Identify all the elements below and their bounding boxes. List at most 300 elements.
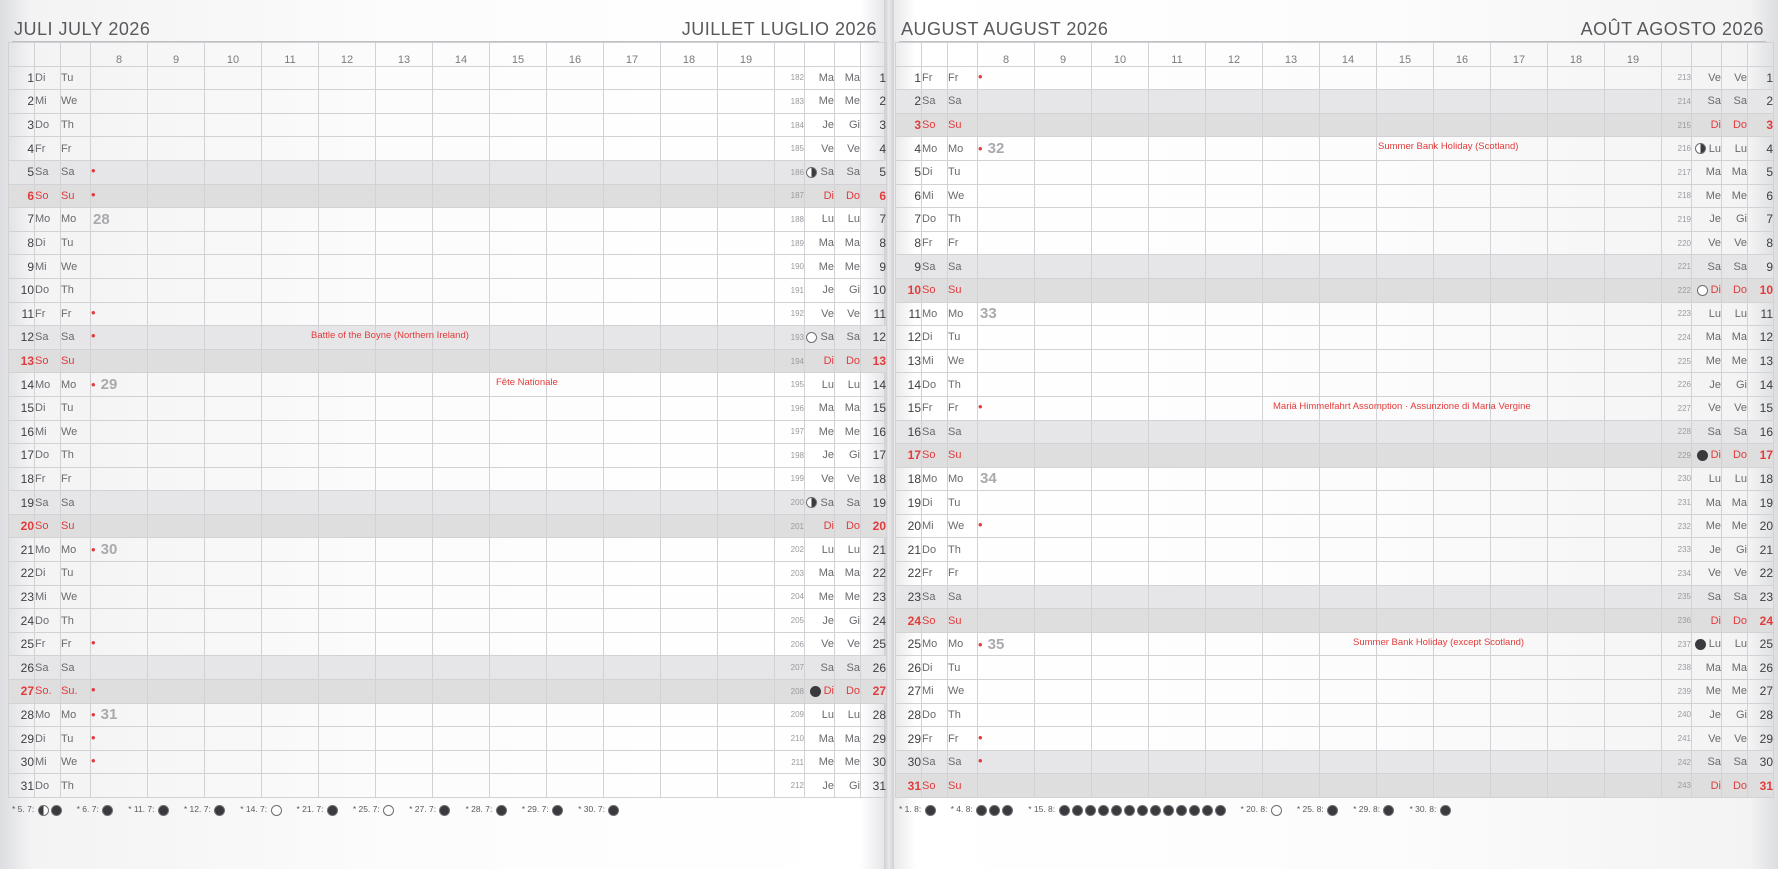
day-slot[interactable] <box>1548 444 1605 468</box>
day-slot[interactable] <box>1320 349 1377 373</box>
day-slot[interactable] <box>91 113 148 137</box>
day-slot[interactable] <box>1320 255 1377 279</box>
day-slot[interactable] <box>1377 373 1434 397</box>
table-row[interactable] <box>896 703 1774 727</box>
day-slot[interactable] <box>433 750 490 774</box>
day-slot[interactable] <box>1491 326 1548 350</box>
day-slot[interactable] <box>1434 750 1491 774</box>
day-slot[interactable] <box>1548 373 1605 397</box>
day-slot[interactable] <box>205 750 262 774</box>
day-slot[interactable] <box>1092 609 1149 633</box>
day-slot[interactable] <box>978 680 1035 704</box>
day-slot[interactable] <box>1377 656 1434 680</box>
table-row[interactable] <box>896 680 1774 704</box>
day-slot[interactable] <box>490 231 547 255</box>
day-slot[interactable] <box>319 373 376 397</box>
day-slot[interactable] <box>1605 538 1662 562</box>
table-row[interactable] <box>9 727 887 751</box>
day-slot[interactable] <box>1377 90 1434 114</box>
day-slot[interactable] <box>1035 208 1092 232</box>
day-slot[interactable] <box>490 420 547 444</box>
day-slot[interactable] <box>604 208 661 232</box>
day-slot[interactable] <box>1092 137 1149 161</box>
day-slot[interactable] <box>1206 609 1263 633</box>
table-row[interactable] <box>896 420 1774 444</box>
day-slot[interactable] <box>376 255 433 279</box>
day-slot[interactable] <box>547 656 604 680</box>
day-slot[interactable] <box>604 609 661 633</box>
day-slot[interactable] <box>205 632 262 656</box>
day-slot[interactable] <box>490 444 547 468</box>
day-slot[interactable] <box>1092 656 1149 680</box>
table-row[interactable] <box>896 514 1774 538</box>
day-slot[interactable] <box>1491 680 1548 704</box>
day-slot[interactable] <box>661 255 718 279</box>
day-slot[interactable] <box>1263 208 1320 232</box>
day-slot[interactable] <box>1035 656 1092 680</box>
day-slot[interactable] <box>490 656 547 680</box>
day-slot[interactable] <box>1092 349 1149 373</box>
day-slot[interactable] <box>490 396 547 420</box>
day-slot[interactable] <box>1092 538 1149 562</box>
day-slot[interactable] <box>1491 727 1548 751</box>
day-slot[interactable] <box>1149 585 1206 609</box>
day-slot[interactable] <box>718 208 775 232</box>
day-slot[interactable] <box>1605 750 1662 774</box>
day-slot[interactable] <box>205 184 262 208</box>
day-slot[interactable] <box>1434 184 1491 208</box>
day-slot[interactable] <box>1434 373 1491 397</box>
table-row[interactable] <box>9 396 887 420</box>
day-slot[interactable] <box>1092 184 1149 208</box>
table-row[interactable] <box>896 113 1774 137</box>
day-slot[interactable] <box>1605 609 1662 633</box>
table-row[interactable] <box>9 444 887 468</box>
day-slot[interactable] <box>319 467 376 491</box>
day-slot[interactable] <box>978 514 1035 538</box>
day-slot[interactable] <box>604 727 661 751</box>
day-slot[interactable] <box>148 491 205 515</box>
day-slot[interactable] <box>490 562 547 586</box>
day-slot[interactable] <box>148 444 205 468</box>
day-slot[interactable] <box>1206 444 1263 468</box>
day-slot[interactable] <box>978 137 1519 161</box>
day-slot[interactable] <box>978 609 1035 633</box>
day-slot[interactable] <box>1035 326 1092 350</box>
day-slot[interactable] <box>148 137 205 161</box>
day-slot[interactable] <box>148 727 205 751</box>
day-slot[interactable] <box>661 656 718 680</box>
day-slot[interactable] <box>376 774 433 798</box>
day-slot[interactable] <box>1377 680 1434 704</box>
day-slot[interactable] <box>262 160 319 184</box>
day-slot[interactable] <box>319 396 376 420</box>
day-slot[interactable] <box>1320 703 1377 727</box>
day-slot[interactable] <box>1035 514 1092 538</box>
day-slot[interactable] <box>1320 278 1377 302</box>
day-slot[interactable] <box>1149 231 1206 255</box>
day-slot[interactable] <box>262 278 319 302</box>
day-slot[interactable] <box>1035 562 1092 586</box>
day-slot[interactable] <box>148 396 205 420</box>
day-slot[interactable] <box>1206 491 1263 515</box>
day-slot[interactable] <box>1206 255 1263 279</box>
day-slot[interactable] <box>319 774 376 798</box>
day-slot[interactable] <box>490 66 547 90</box>
table-row[interactable] <box>9 326 887 350</box>
day-slot[interactable] <box>91 632 148 656</box>
day-slot[interactable] <box>1377 491 1434 515</box>
day-slot[interactable] <box>1035 278 1092 302</box>
day-slot[interactable] <box>547 538 604 562</box>
day-slot[interactable] <box>1149 727 1206 751</box>
day-slot[interactable] <box>148 774 205 798</box>
day-slot[interactable] <box>978 326 1035 350</box>
day-slot[interactable] <box>319 420 376 444</box>
table-row[interactable] <box>9 231 887 255</box>
day-slot[interactable] <box>1149 562 1206 586</box>
day-slot[interactable] <box>1548 160 1605 184</box>
day-slot[interactable] <box>1035 703 1092 727</box>
day-slot[interactable] <box>1092 420 1149 444</box>
table-row[interactable] <box>9 278 887 302</box>
day-slot[interactable] <box>319 255 376 279</box>
day-slot[interactable] <box>547 562 604 586</box>
day-slot[interactable] <box>490 467 547 491</box>
day-slot[interactable] <box>1092 444 1149 468</box>
day-slot[interactable] <box>91 774 148 798</box>
day-slot[interactable] <box>604 349 661 373</box>
day-slot[interactable] <box>718 467 775 491</box>
day-slot[interactable] <box>604 373 661 397</box>
day-slot[interactable] <box>376 90 433 114</box>
day-slot[interactable] <box>547 632 604 656</box>
day-slot[interactable] <box>490 90 547 114</box>
day-slot[interactable] <box>1092 113 1149 137</box>
day-slot[interactable] <box>376 66 433 90</box>
day-slot[interactable] <box>91 396 148 420</box>
day-slot[interactable] <box>148 90 205 114</box>
day-slot[interactable] <box>547 585 604 609</box>
day-slot[interactable] <box>148 113 205 137</box>
day-slot[interactable] <box>1491 656 1548 680</box>
day-slot[interactable] <box>262 727 319 751</box>
day-slot[interactable] <box>1092 467 1149 491</box>
day-slot[interactable] <box>1149 184 1206 208</box>
day-slot[interactable] <box>262 208 319 232</box>
day-slot[interactable] <box>978 66 1035 90</box>
day-slot[interactable] <box>547 231 604 255</box>
day-slot[interactable] <box>1263 255 1320 279</box>
day-slot[interactable] <box>1092 585 1149 609</box>
day-slot[interactable] <box>604 90 661 114</box>
day-slot[interactable] <box>547 255 604 279</box>
day-slot[interactable] <box>319 137 376 161</box>
day-slot[interactable] <box>1605 90 1662 114</box>
day-slot[interactable] <box>1320 231 1377 255</box>
day-slot[interactable] <box>1377 326 1434 350</box>
day-slot[interactable] <box>1320 562 1377 586</box>
day-slot[interactable] <box>91 349 148 373</box>
day-slot[interactable] <box>547 774 604 798</box>
day-slot[interactable] <box>1491 66 1548 90</box>
day-slot[interactable] <box>604 632 661 656</box>
day-slot[interactable] <box>1149 609 1206 633</box>
day-slot[interactable] <box>205 420 262 444</box>
day-slot[interactable] <box>1320 420 1377 444</box>
day-slot[interactable] <box>978 632 1525 656</box>
day-slot[interactable] <box>148 66 205 90</box>
day-slot[interactable] <box>718 703 775 727</box>
day-slot[interactable] <box>490 703 547 727</box>
day-slot[interactable] <box>1092 632 1149 656</box>
day-slot[interactable] <box>433 255 490 279</box>
day-slot[interactable] <box>1377 184 1434 208</box>
day-slot[interactable] <box>319 444 376 468</box>
day-slot[interactable] <box>490 632 547 656</box>
day-slot[interactable] <box>376 680 433 704</box>
day-slot[interactable] <box>547 137 604 161</box>
day-slot[interactable] <box>1263 656 1320 680</box>
day-slot[interactable] <box>1263 703 1320 727</box>
day-slot[interactable] <box>490 491 547 515</box>
day-slot[interactable] <box>978 160 1035 184</box>
day-slot[interactable] <box>1149 302 1206 326</box>
day-slot[interactable] <box>1149 444 1206 468</box>
day-slot[interactable] <box>547 514 604 538</box>
day-slot[interactable] <box>1149 90 1206 114</box>
day-slot[interactable] <box>661 208 718 232</box>
day-slot[interactable] <box>1263 514 1320 538</box>
day-slot[interactable] <box>661 750 718 774</box>
day-slot[interactable] <box>661 231 718 255</box>
day-slot[interactable] <box>604 302 661 326</box>
day-slot[interactable] <box>1548 750 1605 774</box>
day-slot[interactable] <box>1605 727 1662 751</box>
day-slot[interactable] <box>1035 231 1092 255</box>
day-slot[interactable] <box>1035 113 1092 137</box>
day-slot[interactable] <box>604 278 661 302</box>
table-row[interactable] <box>896 160 1774 184</box>
day-slot[interactable] <box>91 491 148 515</box>
day-slot[interactable] <box>1320 514 1377 538</box>
day-slot[interactable] <box>661 680 718 704</box>
day-slot[interactable] <box>1206 113 1263 137</box>
day-slot[interactable] <box>1149 278 1206 302</box>
day-slot[interactable] <box>1206 278 1263 302</box>
day-slot[interactable] <box>547 113 604 137</box>
day-slot[interactable] <box>1263 562 1320 586</box>
day-slot[interactable] <box>1149 160 1206 184</box>
day-slot[interactable] <box>604 514 661 538</box>
day-slot[interactable] <box>1491 160 1548 184</box>
day-slot[interactable] <box>1149 514 1206 538</box>
day-slot[interactable] <box>433 349 490 373</box>
day-slot[interactable] <box>1320 113 1377 137</box>
day-slot[interactable] <box>490 585 547 609</box>
table-row[interactable] <box>9 703 887 727</box>
day-slot[interactable] <box>148 326 205 350</box>
day-slot[interactable] <box>978 727 1035 751</box>
day-slot[interactable] <box>319 609 376 633</box>
day-slot[interactable] <box>148 255 205 279</box>
table-row[interactable] <box>896 774 1774 798</box>
day-slot[interactable] <box>205 703 262 727</box>
day-slot[interactable] <box>1263 538 1320 562</box>
table-row[interactable] <box>896 231 1774 255</box>
table-row[interactable] <box>896 373 1774 397</box>
day-slot[interactable] <box>1434 90 1491 114</box>
day-slot[interactable] <box>262 396 319 420</box>
day-slot[interactable] <box>1548 184 1605 208</box>
day-slot[interactable] <box>1548 585 1605 609</box>
day-slot[interactable] <box>718 255 775 279</box>
day-slot[interactable] <box>262 467 319 491</box>
day-slot[interactable] <box>1434 420 1491 444</box>
day-slot[interactable] <box>718 160 775 184</box>
day-slot[interactable] <box>1149 113 1206 137</box>
day-slot[interactable] <box>205 396 262 420</box>
day-slot[interactable] <box>1491 444 1548 468</box>
day-slot[interactable] <box>376 727 433 751</box>
day-slot[interactable] <box>205 326 262 350</box>
day-slot[interactable] <box>1206 774 1263 798</box>
day-slot[interactable] <box>376 302 433 326</box>
day-slot[interactable] <box>91 562 148 586</box>
day-slot[interactable] <box>1035 774 1092 798</box>
day-slot[interactable] <box>718 538 775 562</box>
day-slot[interactable] <box>1320 208 1377 232</box>
table-row[interactable] <box>896 656 1774 680</box>
day-slot[interactable] <box>1605 326 1662 350</box>
day-slot[interactable] <box>1092 514 1149 538</box>
day-slot[interactable] <box>1320 774 1377 798</box>
day-slot[interactable] <box>604 562 661 586</box>
day-slot[interactable] <box>262 444 319 468</box>
day-slot[interactable] <box>490 680 547 704</box>
table-row[interactable] <box>9 420 887 444</box>
day-slot[interactable] <box>376 750 433 774</box>
day-slot[interactable] <box>661 396 718 420</box>
day-slot[interactable] <box>978 491 1035 515</box>
day-slot[interactable] <box>433 302 490 326</box>
day-slot[interactable] <box>148 750 205 774</box>
day-slot[interactable] <box>604 538 661 562</box>
day-slot[interactable] <box>319 349 376 373</box>
day-slot[interactable] <box>490 302 547 326</box>
day-slot[interactable] <box>91 278 148 302</box>
day-slot[interactable] <box>490 609 547 633</box>
day-slot[interactable] <box>1434 160 1491 184</box>
day-slot[interactable] <box>376 514 433 538</box>
day-slot[interactable] <box>1263 302 1320 326</box>
day-slot[interactable] <box>1491 467 1548 491</box>
day-slot[interactable] <box>376 184 433 208</box>
day-slot[interactable] <box>1149 491 1206 515</box>
day-slot[interactable] <box>978 562 1035 586</box>
day-slot[interactable] <box>1035 349 1092 373</box>
day-slot[interactable] <box>1377 255 1434 279</box>
day-slot[interactable] <box>148 373 205 397</box>
day-slot[interactable] <box>1263 137 1320 161</box>
day-slot[interactable] <box>1206 750 1263 774</box>
day-slot[interactable] <box>148 184 205 208</box>
day-slot[interactable] <box>978 420 1035 444</box>
day-slot[interactable] <box>1491 278 1548 302</box>
table-row[interactable] <box>896 538 1774 562</box>
table-row[interactable] <box>896 326 1774 350</box>
day-slot[interactable] <box>547 467 604 491</box>
day-slot[interactable] <box>1263 585 1320 609</box>
day-slot[interactable] <box>604 184 661 208</box>
day-slot[interactable] <box>1491 373 1548 397</box>
day-slot[interactable] <box>1035 609 1092 633</box>
day-slot[interactable] <box>1548 514 1605 538</box>
day-slot[interactable] <box>1206 160 1263 184</box>
day-slot[interactable] <box>1263 90 1320 114</box>
day-slot[interactable] <box>1605 444 1662 468</box>
day-slot[interactable] <box>1263 349 1320 373</box>
day-slot[interactable] <box>1377 467 1434 491</box>
day-slot[interactable] <box>148 632 205 656</box>
day-slot[interactable] <box>1548 278 1605 302</box>
day-slot[interactable] <box>604 137 661 161</box>
day-slot[interactable] <box>547 750 604 774</box>
day-slot[interactable] <box>547 396 604 420</box>
day-slot[interactable] <box>661 184 718 208</box>
day-slot[interactable] <box>319 66 376 90</box>
day-slot[interactable] <box>1377 349 1434 373</box>
day-slot[interactable] <box>319 680 376 704</box>
day-slot[interactable] <box>718 585 775 609</box>
day-slot[interactable] <box>205 491 262 515</box>
day-slot[interactable] <box>1491 609 1548 633</box>
day-slot[interactable] <box>1434 514 1491 538</box>
day-slot[interactable] <box>1149 137 1206 161</box>
day-slot[interactable] <box>319 562 376 586</box>
day-slot[interactable] <box>978 231 1035 255</box>
day-slot[interactable] <box>1548 302 1605 326</box>
day-slot[interactable] <box>433 420 490 444</box>
day-slot[interactable] <box>547 90 604 114</box>
day-slot[interactable] <box>718 278 775 302</box>
day-slot[interactable] <box>547 278 604 302</box>
day-slot[interactable] <box>661 66 718 90</box>
table-row[interactable] <box>9 656 887 680</box>
day-slot[interactable] <box>661 609 718 633</box>
day-slot[interactable] <box>205 727 262 751</box>
day-slot[interactable] <box>1320 444 1377 468</box>
day-slot[interactable] <box>490 326 547 350</box>
day-slot[interactable] <box>547 491 604 515</box>
day-slot[interactable] <box>1605 703 1662 727</box>
day-slot[interactable] <box>91 302 148 326</box>
day-slot[interactable] <box>1092 373 1149 397</box>
day-slot[interactable] <box>1035 90 1092 114</box>
day-slot[interactable] <box>319 231 376 255</box>
day-slot[interactable] <box>1377 703 1434 727</box>
day-slot[interactable] <box>1434 562 1491 586</box>
day-slot[interactable] <box>376 396 433 420</box>
day-slot[interactable] <box>1548 727 1605 751</box>
day-slot[interactable] <box>1149 680 1206 704</box>
day-slot[interactable] <box>433 491 490 515</box>
day-slot[interactable] <box>1377 727 1434 751</box>
day-slot[interactable] <box>604 750 661 774</box>
day-slot[interactable] <box>1434 585 1491 609</box>
day-slot[interactable] <box>376 585 433 609</box>
day-slot[interactable] <box>1605 632 1662 656</box>
